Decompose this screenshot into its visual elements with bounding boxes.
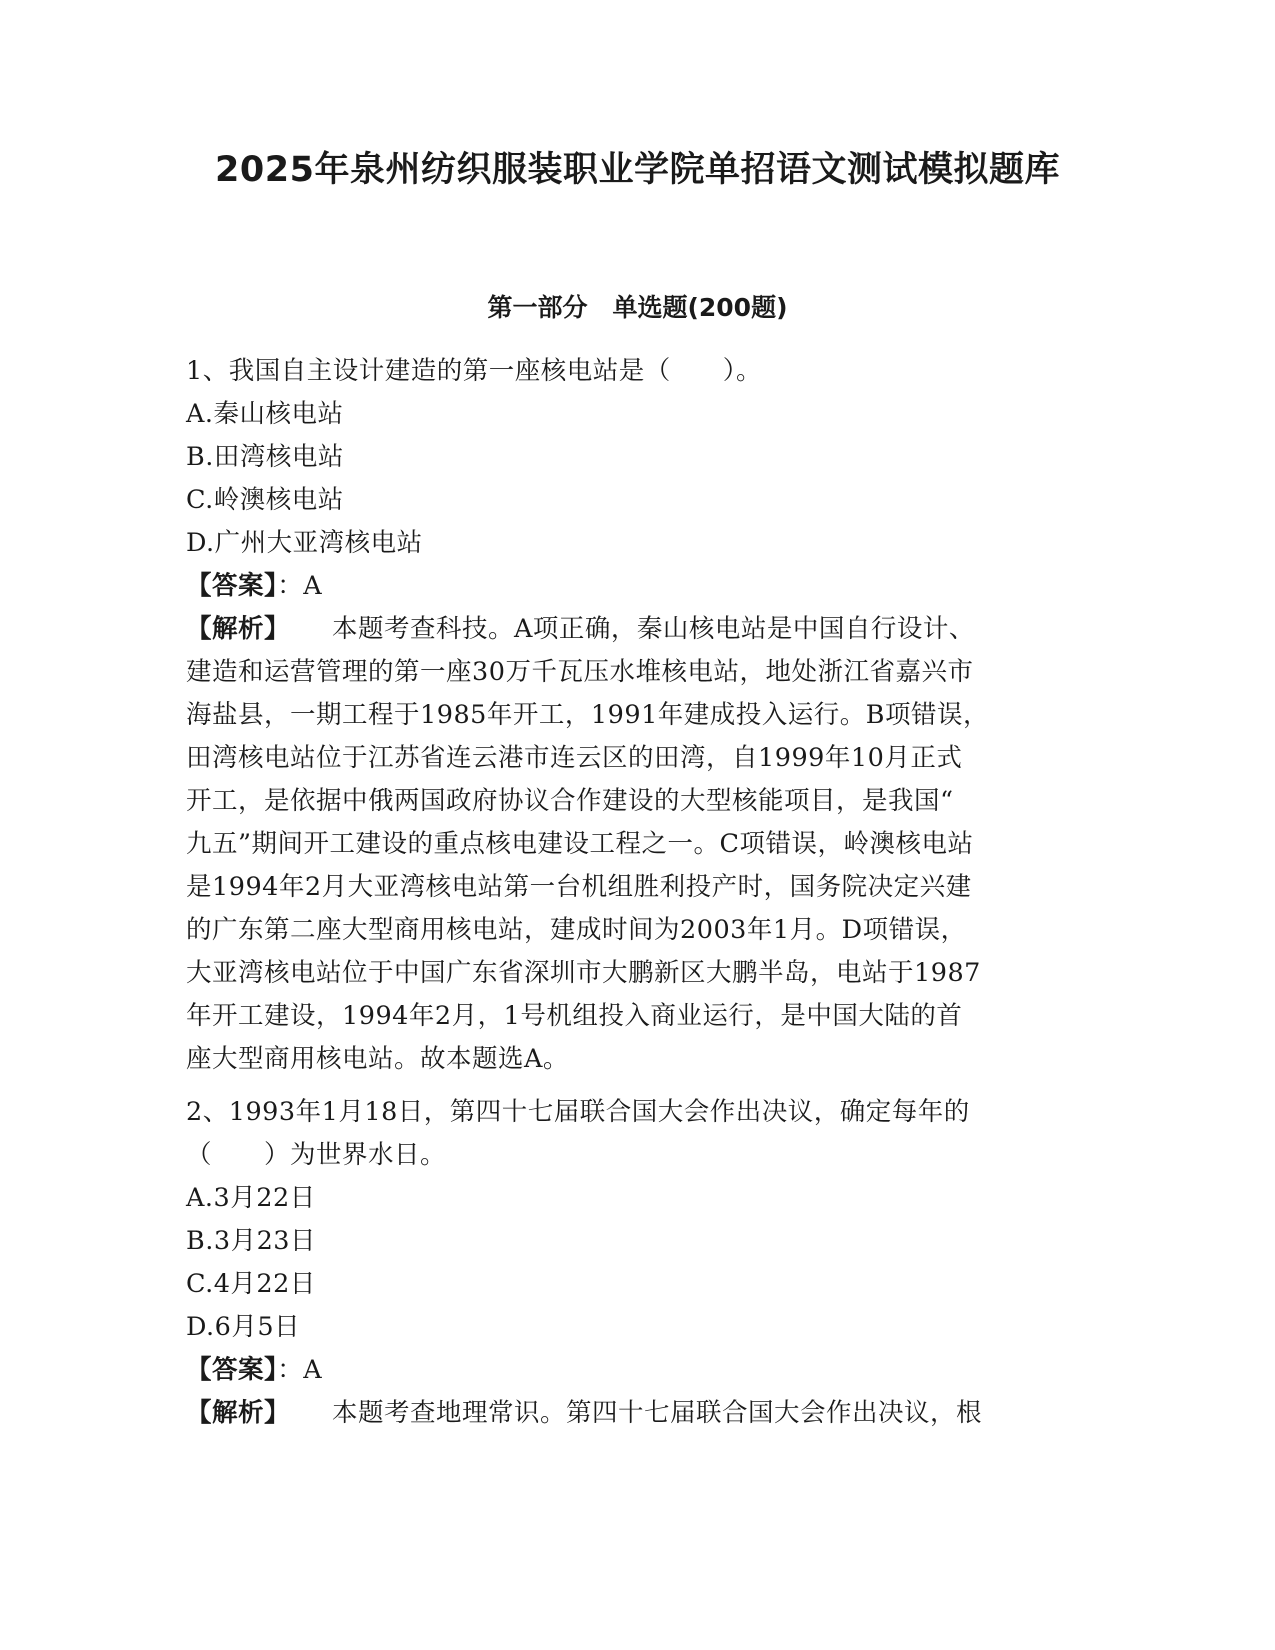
answer-label: 【答案】 (186, 571, 278, 601)
analysis-text: 年开工建设，1994年2月，1号机组投入商业运行，是中国大陆的首 (186, 1001, 963, 1031)
question-2 (186, 1091, 1081, 1435)
analysis-text: 建造和运营管理的第一座30万千瓦压水堆核电站，地处浙江省嘉兴市 (186, 657, 974, 687)
analysis-line (186, 608, 1081, 651)
option-b: B.田湾核电站 (186, 442, 344, 472)
question-stem: 1、我国自主设计建造的第一座核电站是（ ）。 (186, 356, 762, 386)
question-list (186, 350, 1081, 1435)
section-title: 第一部分 单选题(200题) (487, 293, 788, 322)
analysis-text: 是1994年2月大亚湾核电站第一台机组胜利投产时，国务院决定兴建 (186, 872, 972, 902)
analysis-text: 大亚湾核电站位于中国广东省深圳市大鹏新区大鹏半岛，电站于1987 (186, 958, 981, 988)
answer-line (186, 1349, 1081, 1392)
answer-value: ：A (277, 1355, 323, 1385)
option-c: C.岭澳核电站 (186, 485, 344, 515)
option-c: C.4月22日 (186, 1269, 316, 1299)
question-1 (186, 350, 1081, 1081)
document-title: 2025年泉州纺织服装职业学院单招语文测试模拟题库 (215, 150, 1060, 190)
answer-label: 【答案】 (186, 1355, 278, 1385)
analysis-line (186, 1392, 1081, 1435)
question-stem: 2、1993年1月18日，第四十七届联合国大会作出决议，确定每年的 (186, 1097, 970, 1127)
analysis-text: 本题考查地理常识。第四十七届联合国大会作出决议，根 (332, 1398, 983, 1428)
option-a: A.3月22日 (186, 1183, 316, 1213)
answer-value: ：A (277, 571, 323, 601)
analysis-text: 本题考查科技。A项正确，秦山核电站是中国自行设计、 (332, 614, 975, 644)
question-stem: （ ）为世界水日。 (186, 1140, 447, 1170)
analysis-label: 【解析】 (186, 614, 291, 644)
analysis-text: 开工，是依据中俄两国政府协议合作建设的大型核能项目，是我国“ (186, 786, 954, 816)
option-b: B.3月23日 (186, 1226, 317, 1256)
analysis-text: 九五”期间开工建设的重点核电建设工程之一。C项错误，岭澳核电站 (186, 829, 974, 859)
option-a: A.秦山核电站 (186, 399, 344, 429)
analysis-text: 海盐县，一期工程于1985年开工，1991年建成投入运行。B项错误， (186, 700, 990, 730)
option-d: D.6月5日 (186, 1312, 301, 1342)
analysis-text: 的广东第二座大型商用核电站，建成时间为2003年1月。D项错误， (186, 915, 967, 945)
answer-line (186, 565, 1081, 608)
analysis-text: 座大型商用核电站。故本题选A。 (186, 1044, 569, 1074)
option-d: D.广州大亚湾核电站 (186, 528, 423, 558)
analysis-label: 【解析】 (186, 1398, 291, 1428)
analysis-text: 田湾核电站位于江苏省连云港市连云区的田湾，自1999年10月正式 (186, 743, 963, 773)
